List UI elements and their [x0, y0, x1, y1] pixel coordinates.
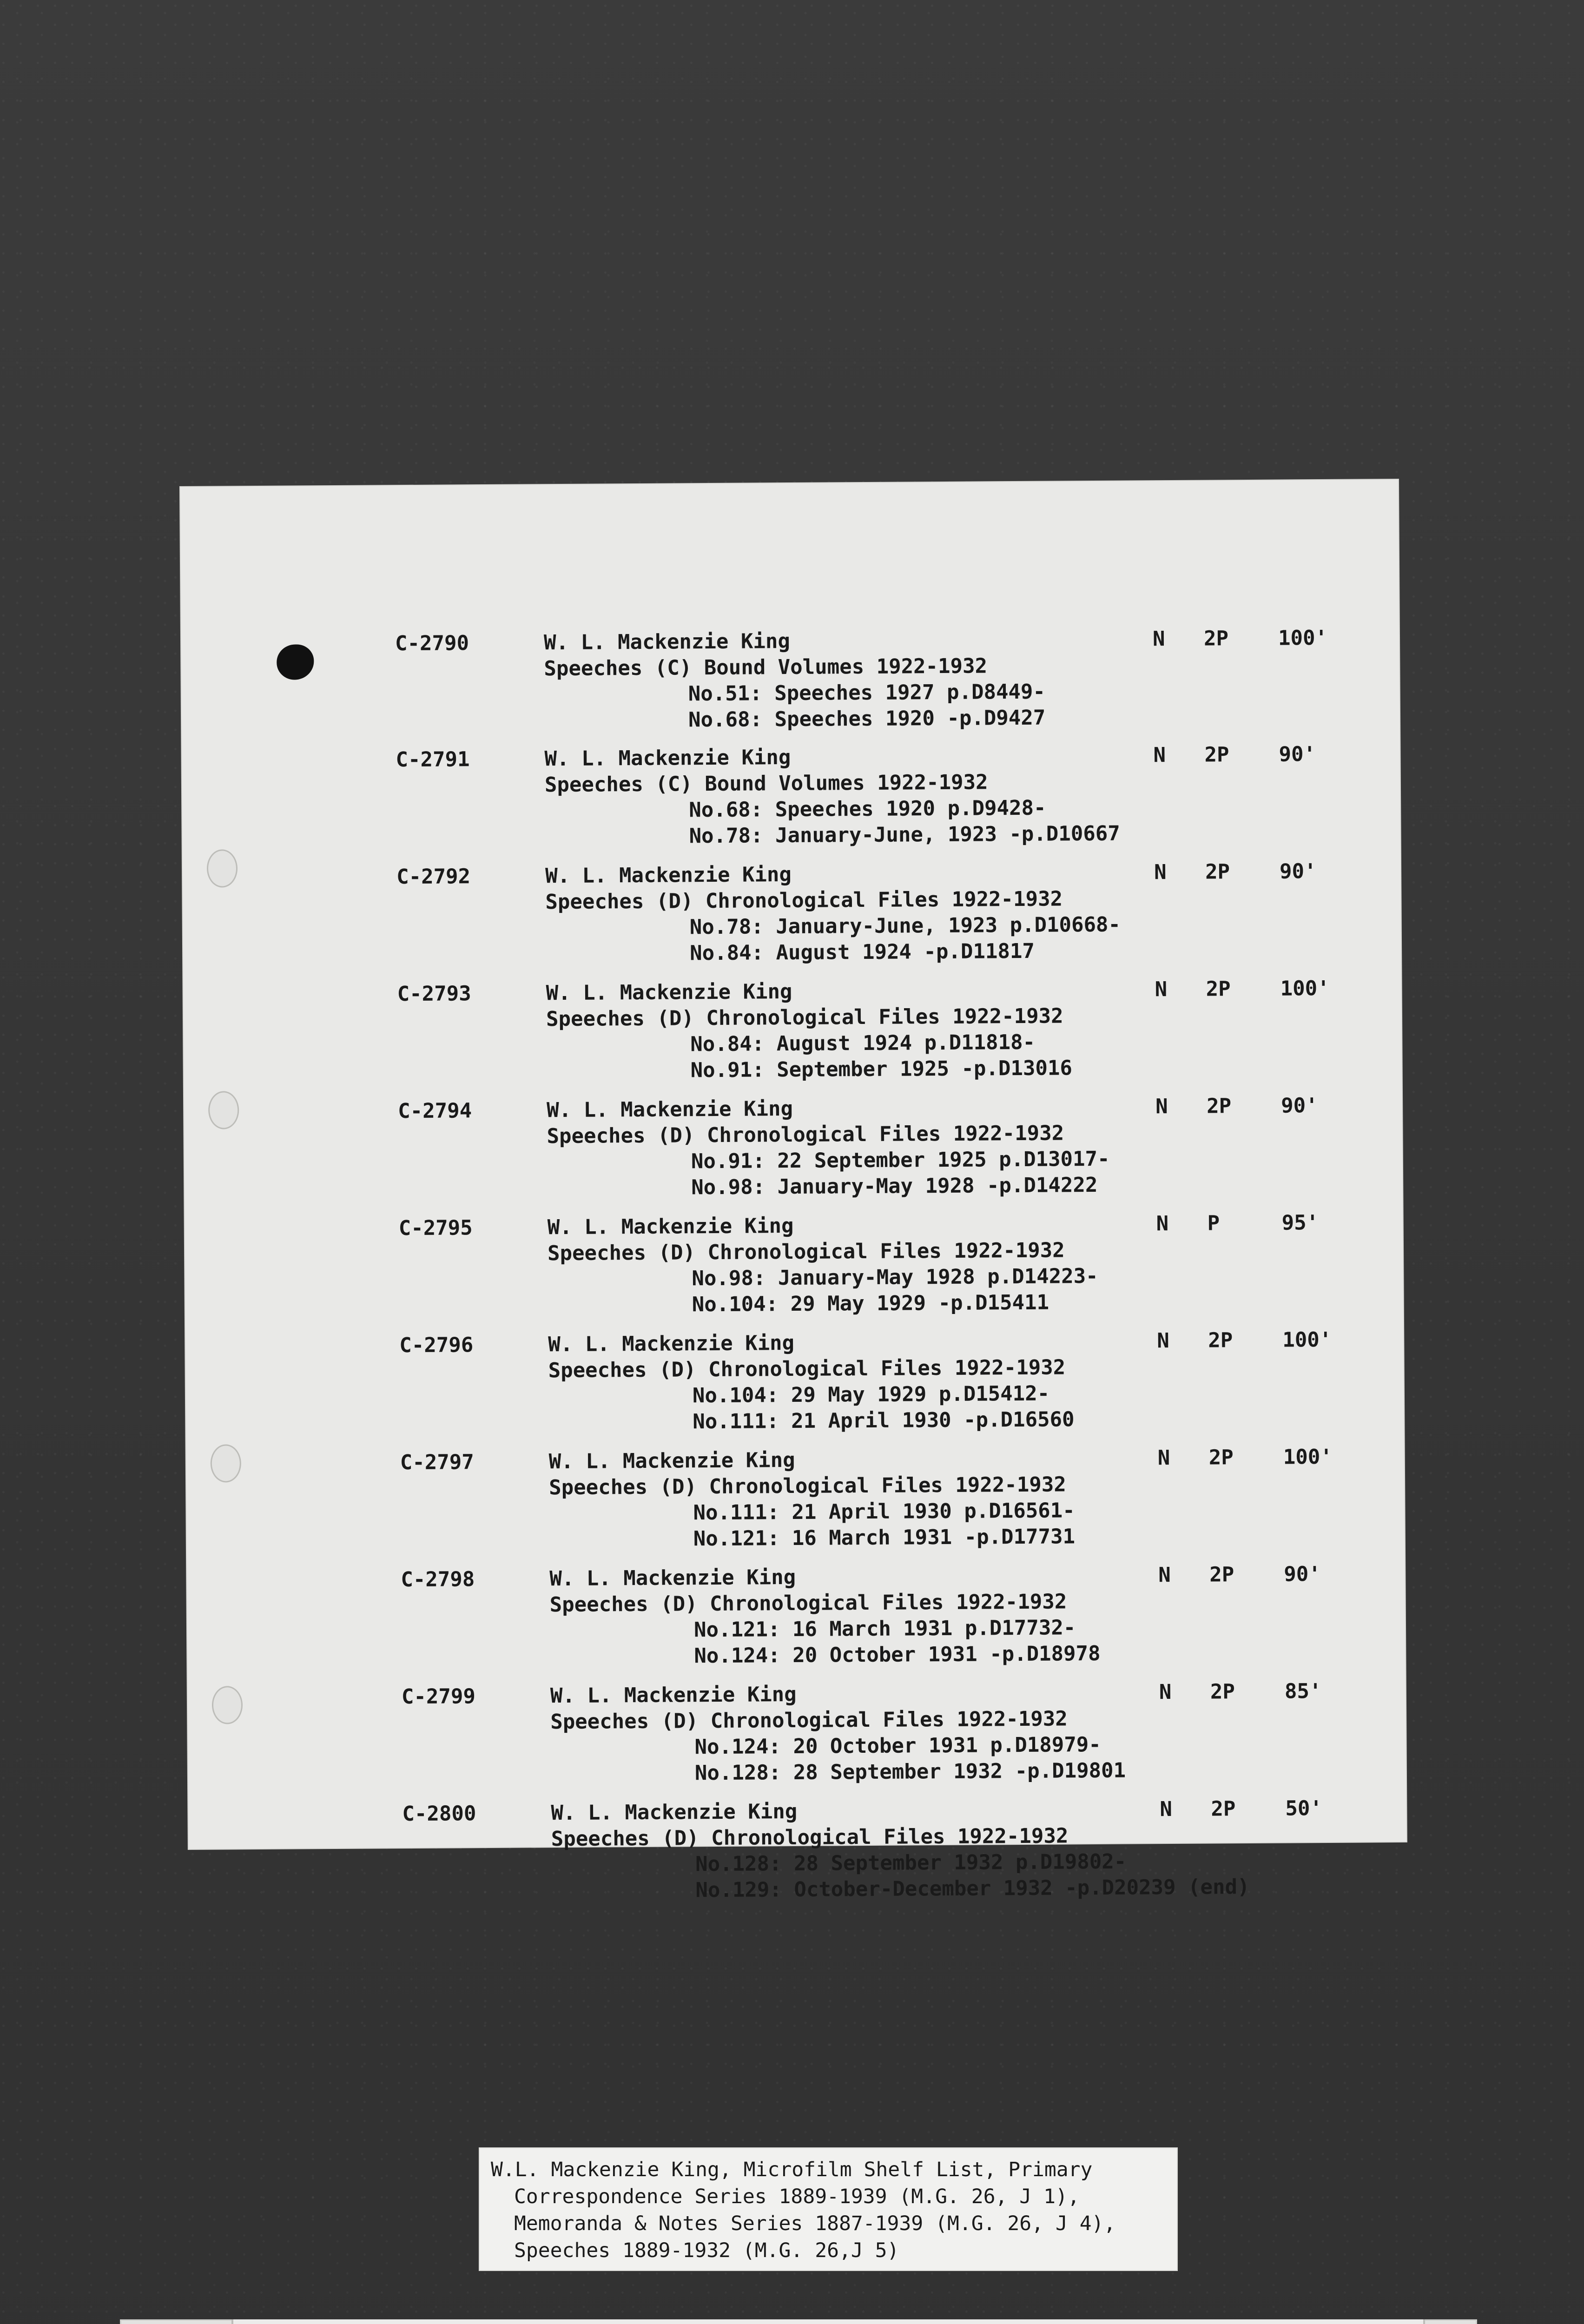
- entry-series: Speeches (C) Bound Volumes 1922-1932: [544, 770, 988, 797]
- film-position-code: 2P: [1209, 1563, 1234, 1587]
- entry-author: W. L. Mackenzie King: [549, 1565, 796, 1591]
- reel-number: C-2797: [400, 1450, 474, 1475]
- entry-range-end: No.129: October-December 1932 -p.D20239 (end): [695, 1875, 1250, 1902]
- film-type-code: N: [1157, 1329, 1169, 1353]
- entry-author: W. L. Mackenzie King: [544, 745, 791, 771]
- film-position-code: 2P: [1208, 1446, 1234, 1470]
- reel-entry: [184, 1092, 1402, 1207]
- film-position-code: 2P: [1210, 1680, 1235, 1704]
- entry-author: W. L. Mackenzie King: [551, 1799, 798, 1825]
- reel-entry: [186, 1444, 1405, 1558]
- caption-line: Memoranda & Notes Series 1887-1939 (M.G. 26, J 4),: [514, 2212, 1116, 2235]
- reel-entry: [182, 741, 1400, 855]
- entry-author: W. L. Mackenzie King: [546, 979, 792, 1005]
- entry-series: Speeches (D) Chronological Files 1922-1932: [551, 1824, 1069, 1851]
- film-type-code: N: [1155, 977, 1168, 1002]
- film-position-code: P: [1207, 1211, 1220, 1235]
- film-length: 90': [1279, 859, 1317, 884]
- entry-series: Speeches (D) Chronological Files 1922-1932: [547, 1121, 1064, 1149]
- film-length: 85': [1284, 1679, 1322, 1703]
- film-type-code: N: [1160, 1797, 1173, 1822]
- entry-range-start: No.121: 16 March 1931 p.D17732-: [693, 1616, 1076, 1642]
- film-position-code: 2P: [1207, 1094, 1232, 1118]
- entry-series: Speeches (D) Chronological Files 1922-1932: [550, 1707, 1068, 1734]
- film-type-code: N: [1155, 1095, 1168, 1119]
- film-type-code: N: [1159, 1680, 1172, 1704]
- film-type-code: N: [1157, 1446, 1170, 1470]
- film-length: 100': [1283, 1445, 1333, 1469]
- entry-author: W. L. Mackenzie King: [547, 1214, 794, 1240]
- reel-entry: [185, 1327, 1404, 1441]
- entry-series: Speeches (D) Chronological Files 1922-1932: [546, 1004, 1063, 1031]
- reel-number: C-2799: [401, 1684, 476, 1709]
- reel-number: C-2795: [398, 1216, 473, 1241]
- film-length: 50': [1285, 1796, 1323, 1821]
- reel-number: C-2790: [395, 631, 469, 656]
- entry-author: W. L. Mackenzie King: [543, 629, 791, 655]
- entry-author: W. L. Mackenzie King: [550, 1682, 797, 1708]
- entry-range-start: No.91: 22 September 1925 p.D13017-: [691, 1147, 1110, 1174]
- entry-range-end: No.91: September 1925 -p.D13016: [690, 1056, 1073, 1083]
- entry-series: Speeches (D) Chronological Files 1922-1932: [549, 1472, 1066, 1500]
- caption-line: W.L. Mackenzie King, Microfilm Shelf List, Primary: [491, 2158, 1093, 2181]
- film-position-code: 2P: [1204, 743, 1229, 767]
- film-type-code: N: [1156, 1212, 1169, 1236]
- entry-author: W. L. Mackenzie King: [548, 1331, 795, 1357]
- entry-range-end: No.104: 29 May 1929 -p.D15411: [692, 1290, 1049, 1317]
- film-length: 100': [1280, 976, 1330, 1001]
- film-length: 90': [1281, 1094, 1318, 1118]
- entry-range-start: No.84: August 1924 p.D11818-: [690, 1030, 1036, 1056]
- film-length: 90': [1279, 742, 1316, 766]
- film-length: 100': [1282, 1327, 1332, 1352]
- film-length: 90': [1284, 1562, 1321, 1586]
- caption-line: Correspondence Series 1889-1939 (M.G. 26, J 1),: [514, 2185, 1080, 2208]
- entry-range-start: No.98: January-May 1928 p.D14223-: [692, 1264, 1098, 1291]
- entry-range-start: No.104: 29 May 1929 p.D15412-: [692, 1381, 1050, 1408]
- entry-range-start: No.51: Speeches 1927 p.D8449-: [688, 680, 1046, 706]
- entry-series: Speeches (C) Bound Volumes 1922-1932: [544, 654, 988, 681]
- reel-entry: [183, 858, 1401, 972]
- reel-number: C-2800: [402, 1802, 476, 1826]
- reel-number: C-2792: [396, 865, 471, 889]
- reel-entry: [188, 1795, 1406, 1909]
- entry-author: W. L. Mackenzie King: [548, 1448, 795, 1474]
- entry-author: W. L. Mackenzie King: [547, 1096, 793, 1122]
- reel-number: C-2791: [396, 747, 470, 772]
- reel-entry: [185, 1209, 1403, 1324]
- entry-range-start: No.111: 21 April 1930 p.D16561-: [693, 1499, 1075, 1525]
- entry-range-end: No.84: August 1924 -p.D11817: [689, 939, 1035, 965]
- reel-number: C-2793: [397, 982, 471, 1006]
- reel-entry: [187, 1561, 1405, 1675]
- film-type-code: N: [1152, 627, 1165, 651]
- card-panel: [231, 2319, 1425, 2324]
- entry-range-end: No.121: 16 March 1931 -p.D17731: [693, 1525, 1076, 1551]
- entry-range-start: No.78: January-June, 1923 p.D10668-: [689, 912, 1121, 939]
- reel-entry: [184, 975, 1402, 1089]
- reel-number: C-2796: [399, 1333, 474, 1358]
- entry-series: Speeches (D) Chronological Files 1922-1932: [548, 1355, 1066, 1383]
- public-archives-card: [120, 2319, 1477, 2324]
- film-length: 100': [1278, 626, 1328, 650]
- entry-range-end: No.98: January-May 1928 -p.D14222: [691, 1173, 1098, 1200]
- entry-series: Speeches (D) Chronological Files 1922-1932: [549, 1590, 1067, 1617]
- entry-range-end: No.128: 28 September 1932 -p.D19801: [694, 1758, 1126, 1785]
- entry-range-start: No.128: 28 September 1932 p.D19802-: [695, 1849, 1127, 1876]
- entry-author: W. L. Mackenzie King: [545, 862, 792, 888]
- entry-range-start: No.68: Speeches 1920 p.D9428-: [689, 796, 1046, 822]
- entry-range-end: No.78: January-June, 1923 -p.D10667: [689, 821, 1120, 848]
- film-length: 95': [1281, 1211, 1319, 1235]
- entry-range-end: No.111: 21 April 1930 -p.D16560: [693, 1407, 1075, 1434]
- entry-range-end: No.124: 20 October 1931 -p.D18978: [694, 1641, 1101, 1668]
- reel-entry: [181, 625, 1399, 739]
- film-position-code: 2P: [1211, 1797, 1236, 1821]
- entry-series: Speeches (D) Chronological Files 1922-1932: [545, 887, 1063, 914]
- film-position-code: 2P: [1208, 1328, 1233, 1353]
- shelf-list-caption-label: [480, 2148, 1177, 2270]
- shelf-list-sheet: [180, 480, 1406, 1902]
- entry-range-end: No.68: Speeches 1920 -p.D9427: [688, 706, 1046, 732]
- film-type-code: N: [1158, 1563, 1171, 1587]
- entry-series: Speeches (D) Chronological Files 1922-1932: [547, 1238, 1065, 1266]
- film-position-code: 2P: [1206, 977, 1231, 1001]
- film-type-code: N: [1153, 743, 1166, 767]
- film-position-code: 2P: [1203, 627, 1229, 651]
- caption-line: Speeches 1889-1932 (M.G. 26,J 5): [514, 2239, 899, 2262]
- reel-number: C-2798: [401, 1567, 475, 1592]
- film-position-code: 2P: [1205, 860, 1230, 884]
- reel-number: C-2794: [398, 1099, 472, 1123]
- reel-entry: [188, 1678, 1406, 1792]
- entry-range-start: No.124: 20 October 1931 p.D18979-: [694, 1732, 1101, 1759]
- film-type-code: N: [1154, 860, 1167, 885]
